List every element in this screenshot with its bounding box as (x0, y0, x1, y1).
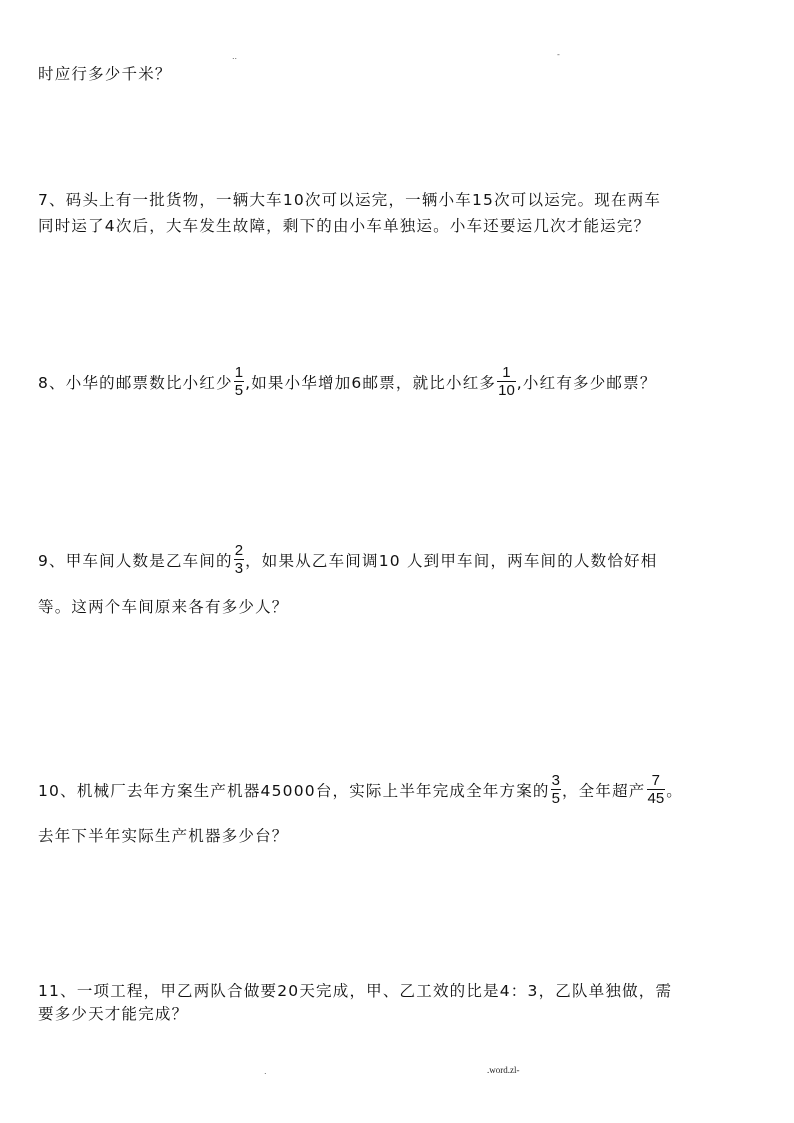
fraction-numerator: 2 (234, 542, 244, 559)
text-segment: 9、甲车间人数是乙车间的 (38, 552, 233, 570)
fraction-numerator: 1 (234, 364, 244, 381)
text-segment: 8、小华的邮票数比小红少 (38, 374, 233, 392)
fraction (234, 542, 244, 577)
question-11-line-2: 要多少天才能完成？ (38, 1005, 189, 1023)
fraction-denominator: 10 (498, 382, 515, 399)
text-segment: 10、机械厂去年方案生产机器45000台，实际上半年完成全年方案的 (38, 782, 550, 800)
question-8 (38, 366, 657, 401)
text-segment: 。 (666, 782, 683, 800)
footer-text: .word.zl- (487, 1065, 520, 1075)
fraction (234, 364, 244, 399)
fraction-denominator: 5 (234, 382, 244, 399)
question-10-line-2: 去年下半年实际生产机器多少台？ (38, 827, 289, 845)
fraction-denominator: 5 (551, 790, 560, 807)
fraction (647, 772, 666, 807)
fraction (497, 364, 516, 399)
fraction-numerator: 3 (551, 772, 560, 789)
footer-mark-left: . (264, 1067, 267, 1076)
header-mark-left: .. (232, 52, 238, 61)
fraction (551, 772, 561, 807)
question-7-line-2: 同时运了4次后，大车发生故障，剩下的由小车单独运。小车还要运几次才能运完？ (38, 217, 651, 235)
question-11-line-1: 11、一项工程，甲乙两队合做要20天完成，甲、乙工效的比是4：3，乙队单独做，需 (38, 982, 673, 1000)
fraction-numerator: 1 (497, 364, 516, 382)
question-9-line-1 (38, 544, 657, 579)
fraction-denominator: 3 (234, 560, 244, 577)
text-segment: ,如果小华增加6邮票，就比小红多 (245, 374, 497, 392)
fraction-denominator: 45 (647, 790, 665, 807)
question-10-line-1 (38, 774, 683, 809)
header-mark-right: - (557, 50, 560, 59)
question-7-line-1: 7、码头上有一批货物，一辆大车10次可以运完，一辆小车15次可以运完。现在两车 (38, 191, 662, 209)
text-line: 时应行多少千米？ (38, 65, 172, 83)
text-segment: ,小红有多少邮票？ (516, 374, 657, 392)
text-segment: ，全年超产 (561, 782, 646, 800)
question-9-line-2: 等。这两个车间原来各有多少人？ (38, 598, 289, 616)
text-segment: ，如果从乙车间调10 人到甲车间，两车间的人数恰好相 (245, 552, 658, 570)
fraction-numerator: 7 (647, 772, 666, 790)
